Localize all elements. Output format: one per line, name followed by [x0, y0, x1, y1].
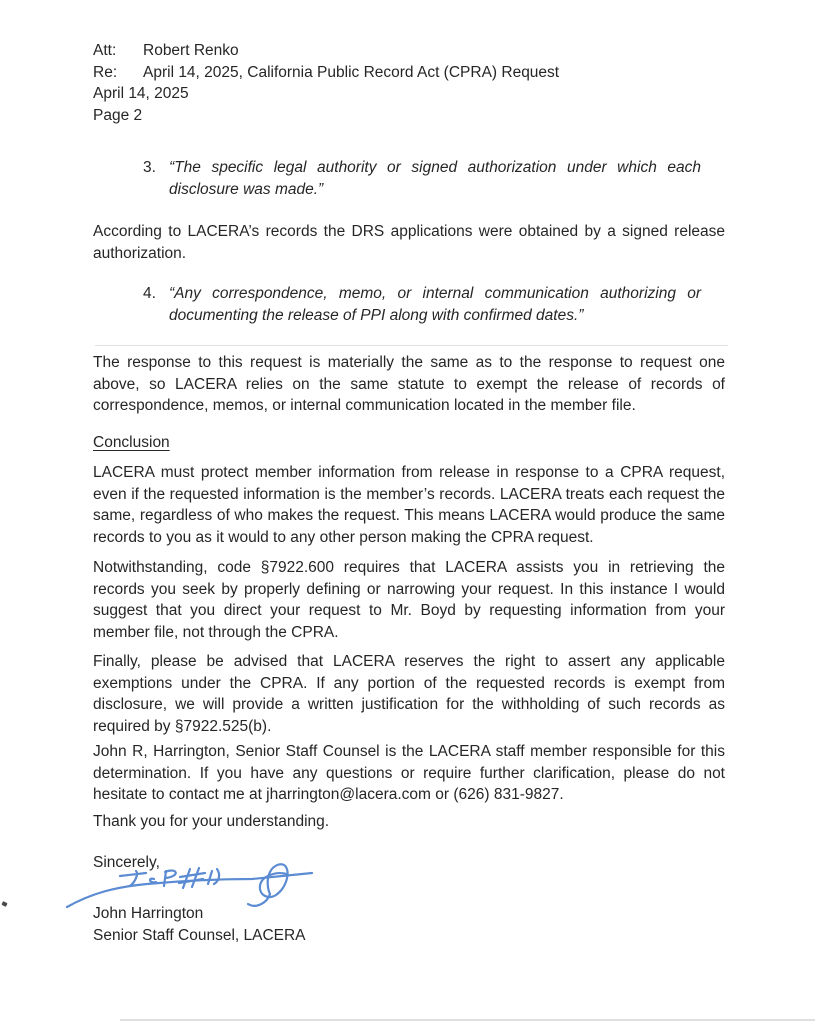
scan-artifact-line-bottom [120, 1019, 815, 1021]
paragraph-contact: John R, Harrington, Senior Staff Counsel is the LACERA staff member responsible for this determination. If you have any questions or require further clarification, please do not hesitate to contact me at jharrington@lacera.com or (626) 831-9827. [93, 743, 725, 803]
paragraph-response: The response to this request is materially the same as to the response to request one above, so LACERA relies on the same statute to exempt the release of records of correspondence, memos, or internal communication located in the member file. [93, 354, 725, 414]
scan-artifact-line-top [95, 345, 728, 346]
signature-ink-sweep [67, 873, 312, 907]
re-value: April 14, 2025, California Public Record Act (CPRA) Request [143, 63, 560, 81]
scan-artifact-mark [1, 901, 7, 907]
signer-title: Senior Staff Counsel, LACERA [93, 927, 306, 944]
att-label: Att: [93, 42, 117, 59]
closing-salutation: Sincerely, [93, 854, 160, 871]
conclusion-heading: Conclusion [93, 434, 170, 451]
signature-ink-loop [248, 864, 288, 906]
list-item-3 [143, 157, 701, 200]
signer-name: John Harrington [93, 905, 204, 922]
page-number: Page 2 [93, 106, 143, 124]
list-item-4-text: “Any correspondence, memo, or internal communication authorizing or documenting the release of PPI along with confirmed dates.” [169, 285, 701, 324]
paragraph-thanks: Thank you for your understanding. [93, 813, 330, 830]
re-label: Re: [93, 63, 118, 81]
letter-header [93, 40, 725, 126]
paragraph-conclusion-1: LACERA must protect member information from release in response to a CPRA request, even if the requested information is the member’s records. LACERA treats each request the same, regardless of who makes the request. This means LACERA would produce the same records to you as it would to any other person making the CPRA request. [93, 464, 725, 546]
paragraph-according: According to LACERA’s records the DRS applications were obtained by a signed release authorization. [93, 223, 725, 262]
list-item-3-number: 3. [143, 159, 156, 176]
paragraph-conclusion-3: Finally, please be advised that LACERA reserves the right to assert any applicable exemptions under the CPRA. If any portion of the requested records is exempt from disclosure, we will provide a written justification for the withholding of such records as required by §7922.525(b). [93, 653, 725, 735]
list-item-3-text: “The specific legal authority or signed authorization under which each disclosure was made.” [169, 159, 701, 198]
att-value: Robert Renko [143, 42, 239, 59]
list-item-4-number: 4. [143, 285, 156, 302]
date-line: April 14, 2025 [93, 85, 189, 102]
signature-ink-hash [179, 868, 219, 888]
paragraph-conclusion-2: Notwithstanding, code §7922.600 requires that LACERA assists you in retrieving the records you seek by properly defining or narrowing your request. In this instance I would suggest that you direct your request to Mr. Boyd by requesting information from your member file, not through the CPRA. [93, 559, 725, 641]
re-line [93, 62, 725, 84]
attention-line [93, 40, 725, 62]
list-item-4 [143, 283, 701, 326]
